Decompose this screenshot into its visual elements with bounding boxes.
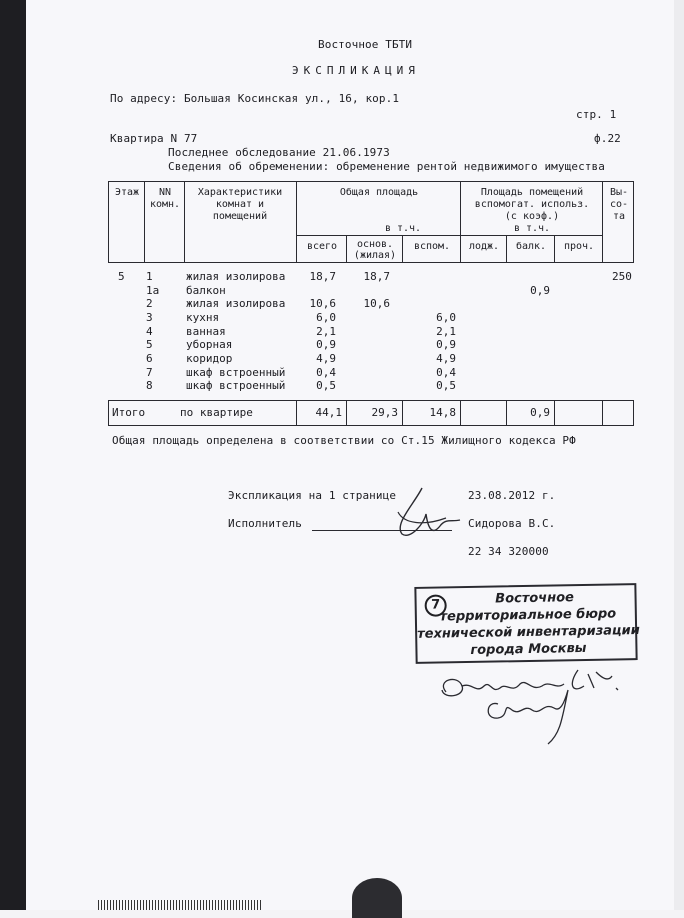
- area-note: Общая площадь определена в соответствии со Ст.15 Жилищного кодекса РФ: [112, 434, 576, 447]
- cell-name: уборная: [186, 338, 233, 351]
- cell-total: 18,7: [309, 270, 336, 283]
- pages-text: Экспликация на 1 странице: [228, 489, 397, 502]
- cell-aux: 6,0: [436, 311, 456, 324]
- cell-name: коридор: [186, 352, 233, 365]
- totals-label-2: по квартире: [180, 406, 253, 419]
- doc-title: ЭКСПЛИКАЦИЯ: [292, 64, 420, 77]
- totals-label: Итого: [112, 406, 146, 419]
- cell-floor: 5: [118, 270, 125, 283]
- executor-name: Сидорова В.С.: [468, 517, 556, 530]
- cell-balcony: 0,9: [530, 284, 550, 297]
- col-sub-main-2: (жилая): [353, 250, 397, 261]
- handwritten-signature: [432, 664, 632, 754]
- col-total-incl: в т.ч.: [384, 223, 422, 234]
- col-char-1: Характеристики: [197, 187, 283, 198]
- barcode: [98, 900, 263, 910]
- col-sub-other: проч.: [563, 241, 595, 252]
- stamp-line-2: территориальное бюро: [439, 606, 617, 625]
- apartment-number: Квартира N 77: [110, 132, 198, 145]
- totals-balcony: 0,9: [530, 406, 550, 419]
- col-sub-balcony: балк.: [515, 241, 547, 252]
- cell-total: 10,6: [309, 297, 336, 310]
- stamp-number: 7: [424, 594, 446, 616]
- cell-aux: 4,9: [436, 352, 456, 365]
- stamp-line-1: Восточное: [495, 590, 575, 607]
- totals-aux: 14,8: [429, 406, 456, 419]
- cell-name: кухня: [186, 311, 220, 324]
- cell-no: 4: [146, 325, 153, 338]
- scan-right-edge: [674, 0, 684, 910]
- cell-total: 2,1: [316, 325, 336, 338]
- page-number: стр. 1: [576, 108, 617, 121]
- explication-table-header: [108, 181, 634, 263]
- cell-no: 3: [146, 311, 153, 324]
- col-room-no-2: комн.: [149, 199, 181, 210]
- cell-no: 1а: [146, 284, 160, 297]
- form-number: ф.22: [594, 132, 621, 145]
- cell-height: 250: [612, 270, 632, 283]
- registry-code: 22 34 320000: [468, 545, 549, 558]
- col-room-no-1: NN: [158, 187, 172, 198]
- cell-name: жилая изолирова: [186, 270, 286, 283]
- cell-no: 6: [146, 352, 153, 365]
- org-name: Восточное ТБТИ: [318, 38, 413, 51]
- seal-fragment: [352, 878, 402, 918]
- cell-name: ванная: [186, 325, 226, 338]
- cell-no: 1: [146, 270, 153, 283]
- stamp-line-3: технической инвентаризации: [417, 623, 640, 642]
- cell-aux: 0,5: [436, 379, 456, 392]
- col-char-2: комнат и: [215, 199, 265, 210]
- cell-main: 10,6: [363, 297, 390, 310]
- col-height-2: со-: [609, 199, 629, 210]
- bureau-stamp: [414, 583, 640, 664]
- cell-aux: 0,4: [436, 366, 456, 379]
- cell-total: 0,5: [316, 379, 336, 392]
- address: По адресу: Большая Косинская ул., 16, кор.1: [110, 92, 400, 105]
- executor-label: Исполнитель: [228, 517, 302, 530]
- stamp-line-4: города Москвы: [470, 640, 587, 658]
- col-char-3: помещений: [212, 211, 268, 222]
- totals-total: 44,1: [315, 406, 342, 419]
- cell-total: 0,4: [316, 366, 336, 379]
- cell-name: жилая изолирова: [186, 297, 286, 310]
- col-sub-aux: вспом.: [413, 241, 451, 252]
- encumbrance-info: Сведения об обременении: обременение рентой недвижимого имущества: [168, 160, 605, 173]
- col-total-area: Общая площадь: [339, 187, 419, 198]
- col-height-1: Вы-: [609, 187, 629, 198]
- scan-left-edge: [0, 0, 26, 910]
- last-survey: Последнее обследование 21.06.1973: [168, 146, 390, 159]
- col-sub-loggia: лодж.: [468, 241, 500, 252]
- col-aux-area-1: Площадь помещений: [480, 187, 584, 198]
- cell-no: 5: [146, 338, 153, 351]
- col-aux-incl: в т.ч.: [513, 223, 551, 234]
- cell-total: 0,9: [316, 338, 336, 351]
- col-floor: Этаж: [114, 187, 140, 198]
- cell-name: шкаф встроенный: [186, 366, 286, 379]
- col-sub-main-1: основ.: [356, 239, 394, 250]
- cell-total: 4,9: [316, 352, 336, 365]
- col-sub-total: всего: [306, 241, 338, 252]
- cell-total: 6,0: [316, 311, 336, 324]
- cell-no: 7: [146, 366, 153, 379]
- col-height-3: та: [612, 211, 626, 222]
- cell-aux: 2,1: [436, 325, 456, 338]
- cell-name: балкон: [186, 284, 226, 297]
- issue-date: 23.08.2012 г.: [468, 489, 556, 502]
- cell-aux: 0,9: [436, 338, 456, 351]
- executor-signature: [384, 484, 464, 544]
- col-aux-area-3: (с коэф.): [504, 211, 560, 222]
- totals-main: 29,3: [371, 406, 398, 419]
- cell-name: шкаф встроенный: [186, 379, 286, 392]
- col-aux-area-2: вспомогат. использ.: [474, 199, 590, 210]
- cell-no: 8: [146, 379, 153, 392]
- cell-no: 2: [146, 297, 153, 310]
- cell-main: 18,7: [363, 270, 390, 283]
